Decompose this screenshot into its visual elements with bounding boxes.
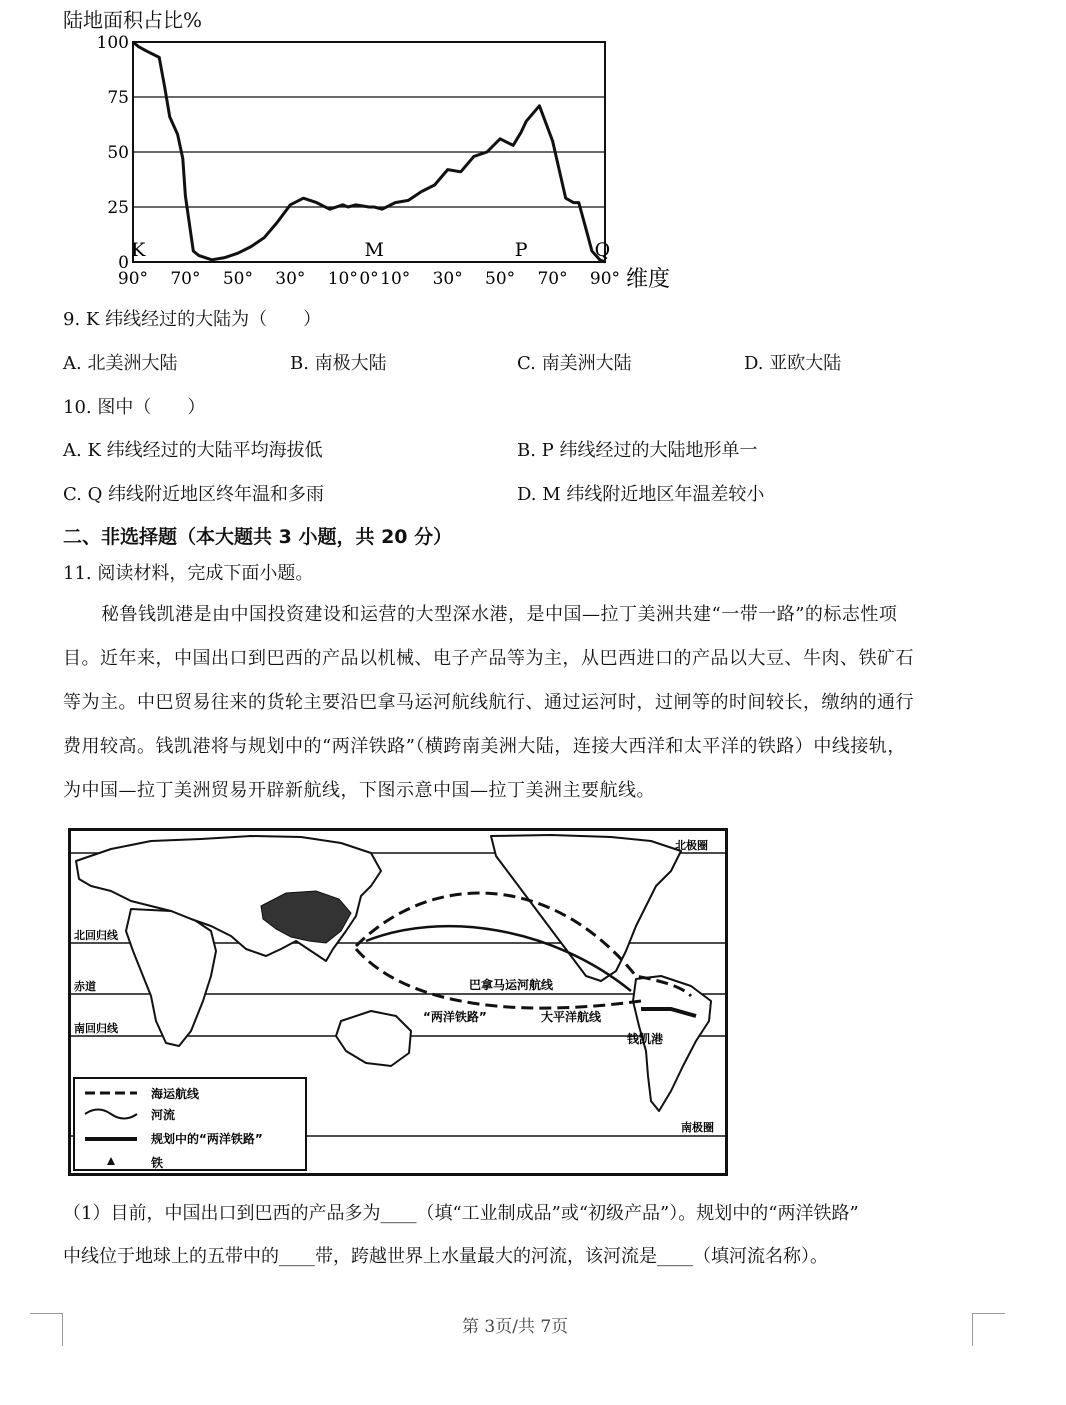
y-tick-label: 75	[107, 88, 129, 108]
x-tick-label: 90°	[117, 269, 149, 289]
y-tick-label: 100	[96, 33, 129, 53]
q9-stem: 9. K 纬线经过的大陆为（ ）	[63, 309, 322, 330]
legend-sea-route: 海运航线	[151, 1087, 200, 1101]
australia-shape	[336, 1011, 411, 1066]
land-area-chart	[0, 0, 700, 300]
q11-sub1-line2: 中线位于地球上的五带中的____带，跨越世界上水量最大的河流，该河流是____（填河流名称）。	[63, 1246, 828, 1267]
q11-material-line: 秘鲁钱凯港是由中国投资建设和运营的大型深水港，是中国—拉丁美洲共建“一带一路”的标志性项	[101, 604, 898, 625]
q9-option-d[interactable]: D. 亚欧大陆	[744, 353, 842, 374]
map-label-chancay: 钱凯港	[627, 1032, 664, 1046]
chart-marker-p: P	[514, 239, 528, 261]
x-tick-label: 50°	[222, 269, 253, 289]
chart-x-title: 维度	[626, 267, 671, 292]
page-number: 第 3页/共 7页	[462, 1317, 569, 1337]
map-label-railway: “两洋铁路”	[423, 1010, 487, 1024]
q10-option-b[interactable]: B. P 纬线经过的大陆地形单一	[517, 440, 758, 461]
x-tick-label: 90°	[589, 269, 621, 289]
q11-stem: 11. 阅读材料，完成下面小题。	[63, 563, 314, 584]
crop-mark-right	[972, 1313, 1005, 1346]
x-tick-label: 10°	[380, 269, 411, 289]
africa-shape	[126, 909, 216, 1046]
q11-material-line: 等为主。中巴贸易往来的货轮主要沿巴拿马运河航线航行、通过运河时，过闸等的时间较长，缴纳的通行	[63, 692, 914, 713]
q9-option-a[interactable]: A. 北美洲大陆	[63, 353, 178, 374]
chart-marker-m: M	[364, 239, 384, 261]
section-2-title: 二、非选择题（本大题共 3 小题，共 20 分）	[63, 526, 453, 548]
q10-option-d[interactable]: D. M 纬线附近地区年温差较小	[517, 484, 765, 505]
map-label-panama-route: 巴拿马运河航线	[469, 978, 554, 992]
legend-iron: 铁	[151, 1156, 164, 1170]
q9-option-c[interactable]: C. 南美洲大陆	[517, 353, 632, 374]
q9-option-b[interactable]: B. 南极大陆	[290, 353, 387, 374]
trade-route-map	[68, 828, 728, 1176]
q10-option-a[interactable]: A. K 纬线经过的大陆平均海拔低	[63, 440, 323, 461]
x-tick-label: 10°	[327, 269, 358, 289]
map-label-equator: 赤道	[74, 980, 96, 993]
x-tick-label: 0°	[359, 269, 379, 289]
q11-material-line: 为中国—拉丁美洲贸易开辟新航线，下图示意中国—拉丁美洲主要航线。	[63, 780, 655, 801]
q10-stem: 10. 图中（ ）	[63, 397, 206, 418]
map-label-antarctic: 南极圈	[681, 1121, 714, 1134]
x-tick-label: 30°	[275, 269, 306, 289]
x-tick-label: 70°	[170, 269, 201, 289]
map-label-cancer: 北回归线	[74, 929, 118, 942]
y-tick-label: 25	[107, 198, 129, 218]
chart-marker-k: K	[131, 239, 146, 261]
y-tick-label: 0	[118, 253, 129, 273]
chart-y-title: 陆地面积占比%	[63, 8, 203, 32]
map-label-pacific-route: 大平洋航线	[541, 1010, 602, 1024]
x-tick-label: 50°	[485, 269, 516, 289]
map-label-arctic: 北极圈	[675, 839, 708, 852]
legend-river: 河流	[151, 1108, 176, 1122]
chart-marker-q: Q	[594, 239, 611, 261]
map-label-capricorn: 南回归线	[74, 1022, 118, 1035]
y-tick-label: 50	[107, 143, 129, 163]
q10-option-c[interactable]: C. Q 纬线附近地区终年温和多雨	[63, 484, 325, 505]
q11-sub1-line1: （1）目前，中国出口到巴西的产品多为____（填“工业制成品”或“初级产品”）。规划中的“两洋铁路”	[63, 1203, 859, 1224]
x-tick-label: 30°	[432, 269, 463, 289]
x-tick-label: 70°	[537, 269, 568, 289]
crop-mark-left	[30, 1313, 63, 1346]
map-legend	[74, 1078, 306, 1170]
legend-railway: 规划中的“两洋铁路”	[151, 1132, 263, 1146]
north-america-shape	[491, 835, 681, 981]
q11-material-line: 费用较高。钱凯港将与规划中的“两洋铁路”（横跨南美洲大陆，连接大西洋和太平洋的铁路）中线接轨，	[63, 736, 906, 757]
q11-material	[63, 593, 983, 813]
q11-material-line: 目。近年来，中国出口到巴西的产品以机械、电子产品等为主，从巴西进口的产品以大豆、牛肉、铁矿石	[63, 648, 914, 669]
